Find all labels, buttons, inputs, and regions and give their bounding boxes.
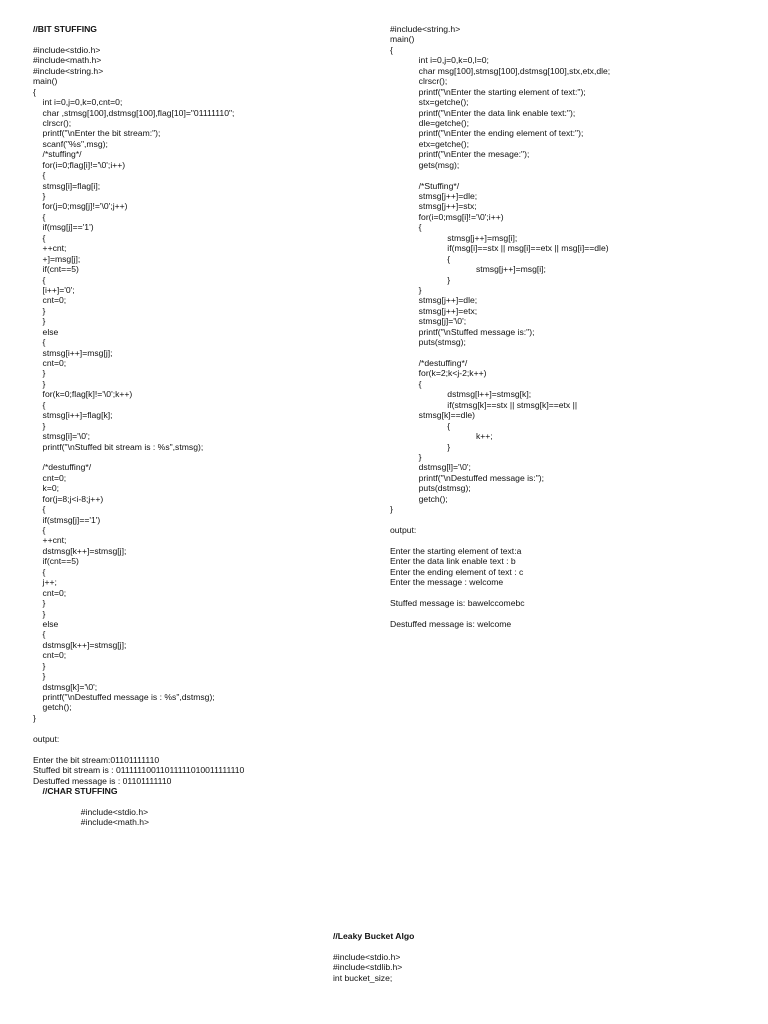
right-code-line: { [390,420,451,431]
left-code-line: { [33,525,46,535]
left-code-line: } [33,660,46,671]
bottom-code-line: #include<stdio.h> [333,951,401,962]
right-code-line: } [390,441,451,452]
left-code-line: } [33,378,46,389]
left-code-line: cnt=0; [33,295,67,306]
right-code-line: dstmsg[l++]=stmsg[k]; [390,389,532,400]
left-code-line: main() [33,76,58,87]
left-code-line: char ,stmsg[100],dstmsg[100],flag[10]="01111110"; [33,107,235,118]
left-code-line: /*destuffing*/ [33,462,92,473]
left-code-line: } [33,608,46,619]
right-code-line: for(k=2;k<j-2;k++) [390,368,487,379]
right-code-line [390,170,610,180]
left-code-line: Stuffed bit stream is : 01111110011011111010011111110 [33,765,245,776]
left-code-line: #include<string.h> [33,65,104,76]
left-code-line: ++cnt; [33,243,67,254]
left-code-line: cnt=0; [33,472,67,483]
left-code-line: printf("\nStuffed bit stream is : %s",stmsg); [33,441,204,452]
bottom-code-line [333,941,414,951]
left-code-line: int i=0,j=0,k=0,cnt=0; [33,97,123,108]
left-code-line: { [33,211,46,222]
right-code-line: printf("\nEnter the mesage:"); [390,149,530,160]
right-code-line: etx=getche(); [390,138,470,149]
left-code-line [33,744,244,754]
right-code-line: stmsg[j++]=dle; [390,191,478,201]
right-code-line: /*Stuffing*/ [390,180,460,191]
left-code-line: j++; [33,577,57,588]
right-code-line: int i=0,j=0,k=0,l=0; [390,55,489,66]
right-code-line: #include<string.h> [390,24,461,34]
right-code-line: stmsg[j++]=msg[i]; [390,264,546,275]
right-code-line: Enter the message : welcome [390,577,504,588]
left-code-line: { [33,86,36,97]
right-code-line: Destuffed message is: welcome [390,618,512,629]
left-code-line: else [33,326,59,337]
left-code-line: #include<math.h> [33,817,150,828]
left-code-line: +]=msg[j]; [33,253,81,264]
bottom-code-line: #include<stdlib.h> [333,962,403,973]
left-code-line [33,796,244,806]
right-code-line: char msg[100],stmsg[100],dstmsg[100],stx,etx,dle; [390,65,611,76]
left-code-line: Destuffed message is : 01101111110 [33,775,172,786]
left-heading: //BIT STUFFING [33,24,97,34]
bit-stuffing-code-column [33,24,244,828]
right-code-line: output: [390,525,417,535]
left-code-line: #include<stdio.h> [33,806,149,817]
right-code-line: { [390,378,422,389]
left-code-line [33,34,244,44]
right-code-line: stmsg[j]='\0'; [390,316,467,327]
left-code-line: cnt=0; [33,358,67,368]
left-code-line: dstmsg[k++]=stmsg[j]; [33,639,127,650]
left-code-line: k=0; [33,483,60,494]
left-code-line: else [33,618,59,629]
right-code-line: puts(stmsg); [390,337,466,348]
right-code-line: { [390,222,422,233]
left-code-line: clrscr(); [33,117,72,128]
left-code-line: } [33,598,46,609]
left-code-line: { [33,170,46,181]
right-code-line: if(msg[i]==stx || msg[i]==etx || msg[i]==dle) [390,243,609,254]
right-code-line: { [390,44,393,55]
right-code-line: } [390,274,451,285]
right-code-line [390,515,610,525]
left-code-line: if(msg[j]=='1') [33,222,94,233]
right-code-line: stx=getche(); [390,97,469,108]
right-code-line [390,588,610,598]
right-code-line: stmsg[j++]=dle; [390,295,478,306]
char-stuffing-code-column [390,24,610,629]
left-code-line: } [33,712,36,723]
right-code-line: getch(); [390,493,448,504]
left-code-line: cnt=0; [33,587,67,598]
right-code-line: } [390,504,393,515]
left-code-line: if(cnt==5) [33,264,79,275]
right-code-line: Enter the ending element of text : c [390,566,524,577]
right-code-line: puts(dstmsg); [390,483,471,494]
left-code-line: { [33,232,46,243]
right-code-line: printf("\nDestuffed message is:"); [390,472,545,483]
right-code-line: Stuffed message is: bawelccomebc [390,598,525,609]
right-code-line [390,348,610,358]
right-code-line: stmsg[j++]=stx; [390,201,477,212]
left-code-line: #include<math.h> [33,55,102,66]
right-code-line: dle=getche(); [390,117,470,128]
left-code-line: #include<stdio.h> [33,44,101,55]
left-code-line: { [33,274,46,285]
left-code-line: printf("\nEnter the bit stream:"); [33,128,161,139]
right-code-line: printf("\nEnter the starting element of text:"); [390,86,586,97]
right-code-line: printf("\nStuffed message is:"); [390,326,535,337]
bottom-code-line: int bucket_size; [333,972,393,983]
left-code-line: } [33,671,46,682]
right-code-line: { [390,253,451,264]
right-code-line: stmsg[j++]=msg[i]; [390,232,518,243]
right-code-line: Enter the starting element of text:a [390,545,522,556]
left-code-line: for(j=0;msg[j]!='\0';j++) [33,201,128,212]
right-code-line [390,609,610,619]
left-code-line: } [33,316,46,327]
left-code-line: { [33,566,46,577]
right-code-line: stmsg[j++]=etx; [390,305,478,316]
left-code-line: for(j=8;j<i-8;j++) [33,493,104,504]
right-code-line [390,535,610,545]
right-code-line: clrscr(); [390,76,448,87]
left-code-line: dstmsg[k++]=stmsg[j]; [33,545,127,556]
left-code-line: ++cnt; [33,535,67,546]
left-heading: //CHAR STUFFING [33,785,118,796]
left-code-line: cnt=0; [33,650,67,661]
left-code-line: stmsg[i]='\0'; [33,431,91,442]
right-code-line: Enter the data link enable text : b [390,556,516,567]
left-code-line: for(i=0;flag[i]!='\0';i++) [33,159,126,170]
left-code-line: if(cnt==5) [33,556,79,567]
right-code-line: stmsg[k]==dle) [390,410,476,421]
right-code-line: } [390,451,422,462]
left-code-line [33,723,244,733]
left-code-line: getch(); [33,702,72,713]
left-code-line: /*stuffing*/ [33,149,82,160]
left-code-line: } [33,305,46,316]
left-code-line: { [33,399,46,410]
right-code-line: if(stmsg[k]==stx || stmsg[k]==etx || [390,399,578,410]
left-code-line: [i++]='0'; [33,284,75,295]
right-code-line: gets(msg); [390,159,460,170]
right-code-line: printf("\nEnter the data link enable text:"); [390,107,576,118]
left-code-line: { [33,337,46,348]
right-code-line: printf("\nEnter the ending element of text:"); [390,128,584,139]
left-code-line: for(k=0;flag[k]!='\0';k++) [33,389,133,400]
left-code-line: Enter the bit stream:01101111110 [33,754,160,765]
right-code-line: /*destuffing*/ [390,358,468,368]
left-code-line: } [33,420,46,431]
right-code-line: dstmsg[l]='\0'; [390,462,471,473]
leaky-bucket-code-column [333,931,414,983]
right-code-line: k++; [390,431,493,442]
left-code-line: } [33,191,46,201]
left-code-line: output: [33,733,60,744]
left-code-line: if(stmsg[j]=='1') [33,514,101,525]
left-code-line: scanf("%s",msg); [33,138,108,149]
left-code-line: stmsg[i]=flag[i]; [33,180,101,191]
left-code-line [33,452,244,462]
bottom-heading: //Leaky Bucket Algo [333,931,415,941]
left-code-line: { [33,504,46,515]
left-code-line: printf("\nDestuffed message is : %s",dstmsg); [33,692,215,702]
left-code-line: stmsg[i++]=flag[k]; [33,410,113,421]
right-code-line: for(i=0;msg[i]!='\0';i++) [390,211,504,222]
right-code-line: main() [390,34,415,45]
left-code-line: { [33,629,46,640]
left-code-line: dstmsg[k]='\0'; [33,681,98,692]
left-code-line: stmsg[i++]=msg[j]; [33,347,113,358]
left-code-line: } [33,368,46,379]
right-code-line: } [390,284,422,295]
